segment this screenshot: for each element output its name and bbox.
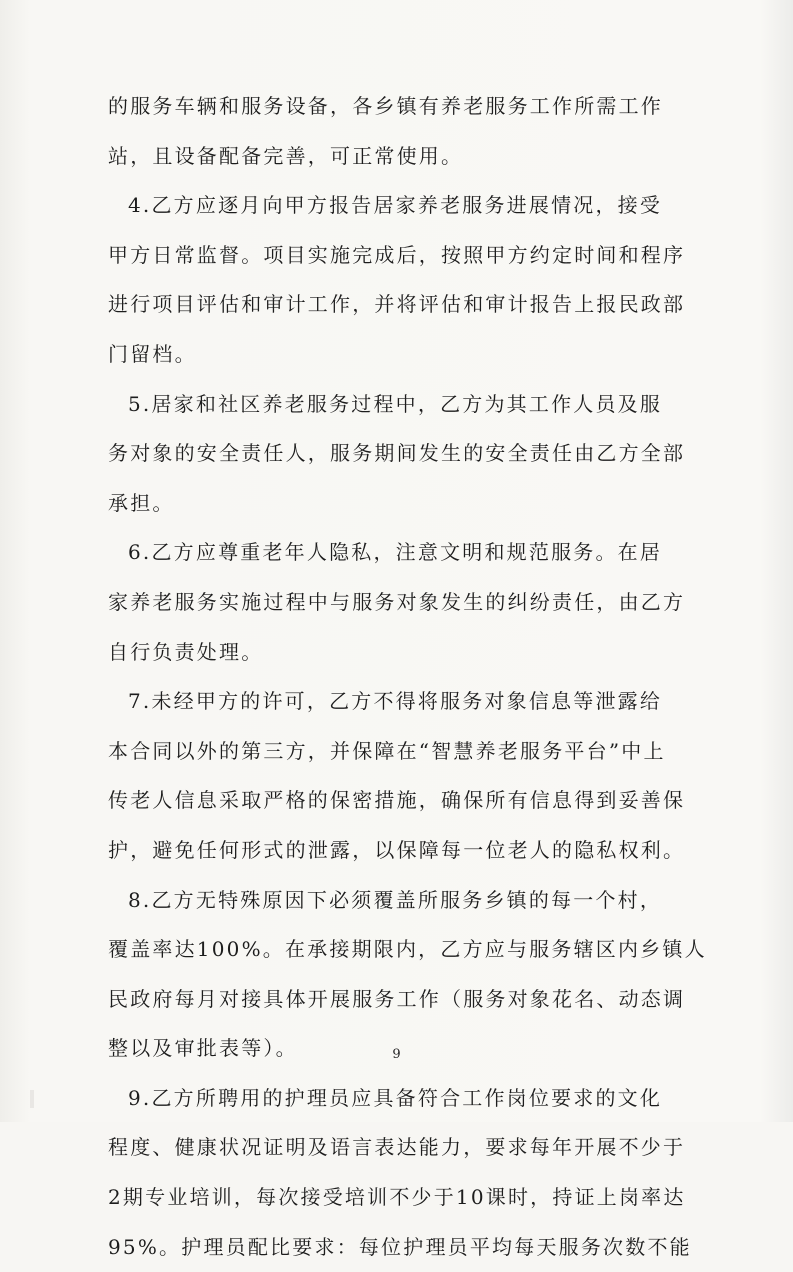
text-line: 95%。护理员配比要求：每位护理员平均每天服务次数不能: [108, 1234, 692, 1259]
paragraph-item-8: [108, 876, 707, 1074]
text-line: 5.居家和社区养老服务过程中，乙方为其工作人员及服: [128, 391, 663, 416]
document-body: [108, 82, 707, 1272]
text-line: 8.乙方无特殊原因下必须覆盖所服务乡镇的每一个村，: [128, 887, 663, 912]
paragraph-item-7: [108, 677, 686, 875]
text-line: 9.乙方所聘用的护理员应具备符合工作岗位要求的文化: [128, 1085, 663, 1110]
page-number: 9: [392, 1047, 401, 1062]
text-line: 进行项目评估和审计工作，并将评估和审计报告上报民政部: [108, 292, 686, 317]
paragraph-item-6: [108, 528, 686, 677]
text-line: 承担。: [108, 490, 175, 515]
scan-margin-mark: [30, 1090, 34, 1108]
paragraph-item-4: [108, 181, 686, 379]
text-line: 自行负责处理。: [108, 639, 264, 664]
text-line: 传老人信息采取严格的保密措施，确保所有信息得到妥善保: [108, 788, 686, 813]
paragraph-item-5: [108, 380, 686, 529]
text-line: 本合同以外的第三方，并保障在“智慧养老服务平台”中上: [108, 738, 666, 763]
text-line: 程度、健康状况证明及语言表达能力，要求每年开展不少于: [108, 1135, 686, 1160]
paragraph-item-9: [108, 1074, 692, 1272]
paragraph-continuation: [108, 82, 668, 181]
text-line: 覆盖率达100%。在承接期限内，乙方应与服务辖区内乡镇人: [108, 937, 707, 962]
text-line: 民政府每月对接具体开展服务工作（服务对象花名、动态调: [108, 986, 686, 1011]
text-line: 甲方日常监督。项目实施完成后，按照甲方约定时间和程序: [108, 242, 686, 267]
text-line: 站，且设备配备完善，可正常使用。: [108, 143, 464, 168]
text-line: 务对象的安全责任人，服务期间发生的安全责任由乙方全部: [108, 441, 686, 466]
text-line: 4.乙方应逐月向甲方报告居家养老服务进展情况，接受: [128, 193, 663, 218]
text-line: 护，避免任何形式的泄露，以保障每一位老人的隐私权利。: [108, 837, 686, 862]
text-line: 整以及审批表等）。: [108, 1036, 298, 1061]
text-line: 家养老服务实施过程中与服务对象发生的纠纷责任，由乙方: [108, 589, 686, 614]
text-line: 7.未经甲方的许可，乙方不得将服务对象信息等泄露给: [128, 689, 663, 714]
text-line: 6.乙方应尊重老年人隐私，注意文明和规范服务。在居: [128, 540, 663, 565]
text-line: 2期专业培训，每次接受培训不少于10课时，持证上岗率达: [108, 1185, 686, 1210]
text-line: 的服务车辆和服务设备，各乡镇有养老服务工作所需工作: [108, 94, 663, 118]
text-line: 门留档。: [108, 341, 197, 366]
